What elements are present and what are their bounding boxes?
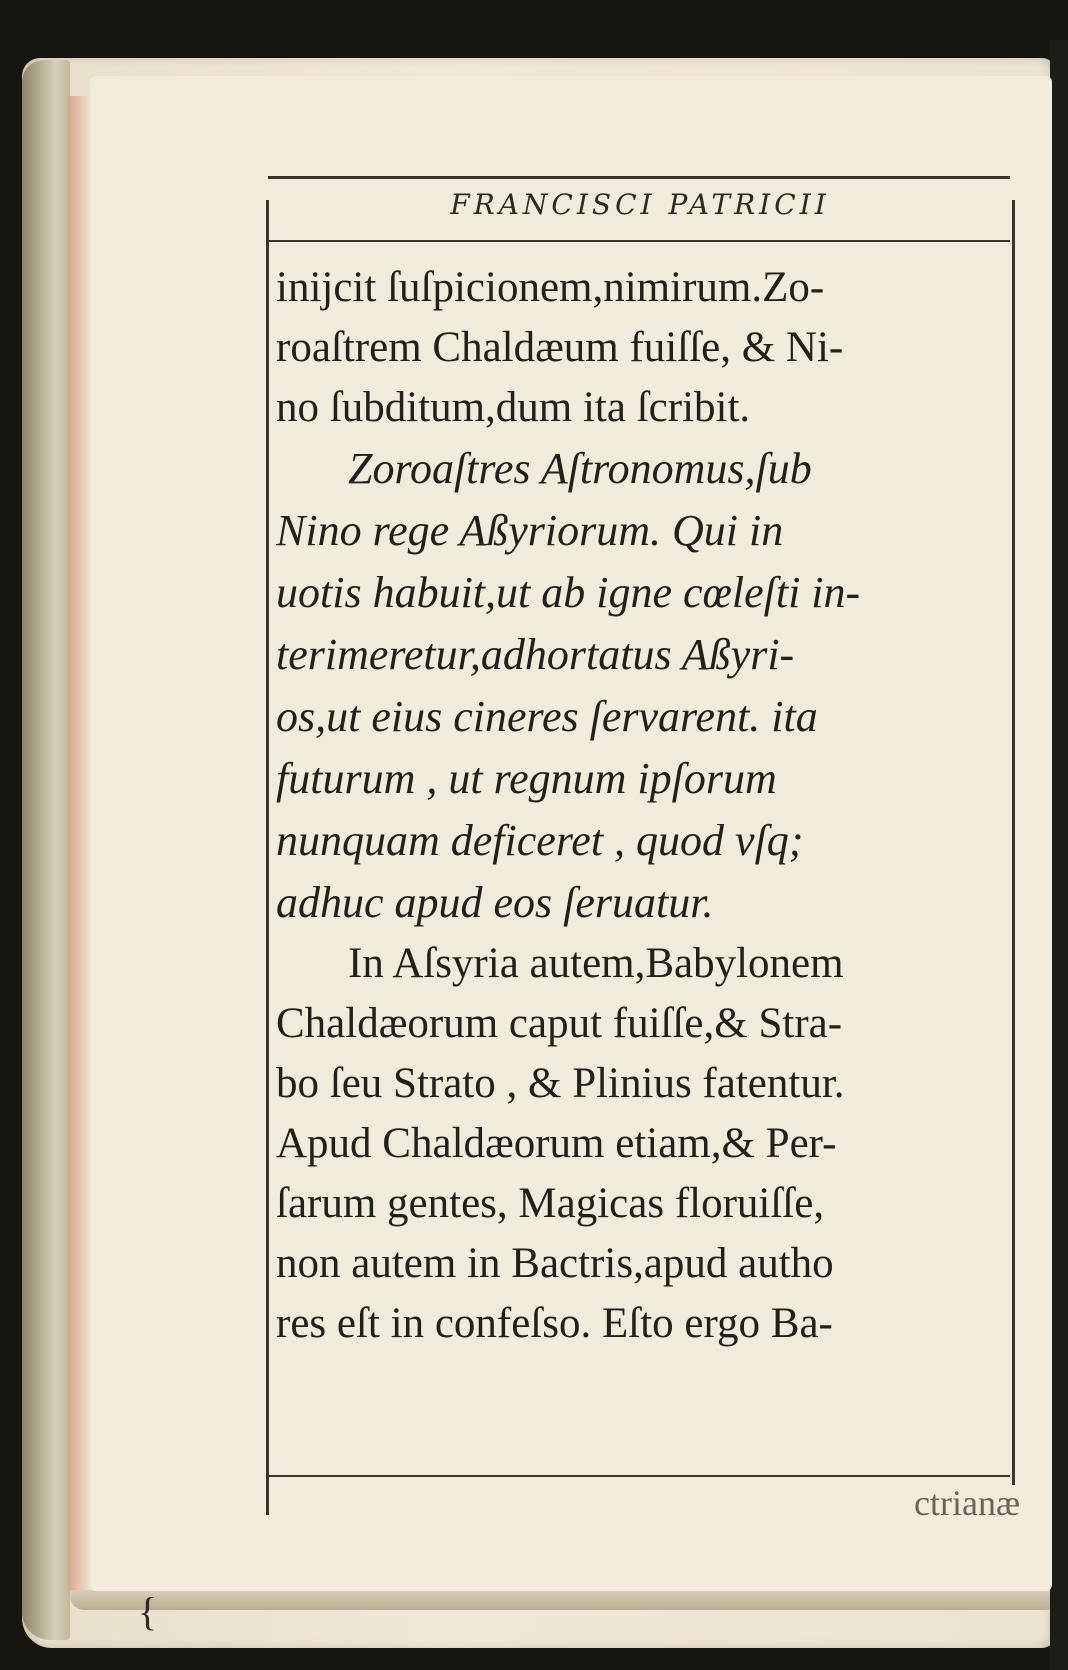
text-line: nunquam deficeret , quod vſq; [276,816,804,865]
page-fore-edge [68,96,88,1596]
text-line: Nino rege Aßyriorum. Qui in [276,506,784,555]
left-rule [266,200,269,1515]
running-head: FRANCISCI PATRICII [450,188,830,221]
text-line: non autem in Bactris,apud autho [276,1240,834,1287]
text-line: In Aſsyria autem,Babylonem [348,940,844,987]
text-line: Chaldæorum caput fuiſſe,& Stra- [276,1000,843,1047]
text-line: Apud Chaldæorum etiam,& Per- [276,1120,837,1167]
margin-mark: { [138,1589,158,1634]
book-bottom-edge [70,1590,1060,1610]
text-line: bo ſeu Strato , & Plinius fatentur. [276,1060,845,1107]
vellum-cover-edge [22,60,70,1640]
text-line: terimeretur,adhortatus Aßyri- [276,630,795,679]
text-line: inijcit ſuſpicionem,nimirum.Zo- [276,264,825,311]
head-rule [268,240,1010,242]
text-line: futurum , ut regnum ipſorum [276,754,777,803]
bottom-rule [268,1475,1010,1477]
text-line: res eſt in confeſso. Eſto ergo Ba- [276,1300,833,1347]
text-line: roaſtrem Chaldæum fuiſſe, & Ni- [276,324,844,371]
text-line: ſarum gentes, Magicas floruiſſe, [276,1180,825,1227]
text-line: os,ut eius cineres ſervarent. ita [276,692,818,741]
catchword: ctrianæ [914,1483,1020,1523]
text-line: adhuc apud eos ſeruatur. [276,878,714,927]
right-rule [1012,200,1015,1485]
text-line: no ſubditum,dum ita ſcribit. [276,384,751,431]
text-block [276,258,1010,1354]
text-line: Zoroaſtres Aſtronomus,ſub [348,444,812,493]
top-rule [268,176,1010,179]
background-edge [1050,40,1068,1670]
text-line: uotis habuit,ut ab igne cœleſti in- [276,568,861,617]
